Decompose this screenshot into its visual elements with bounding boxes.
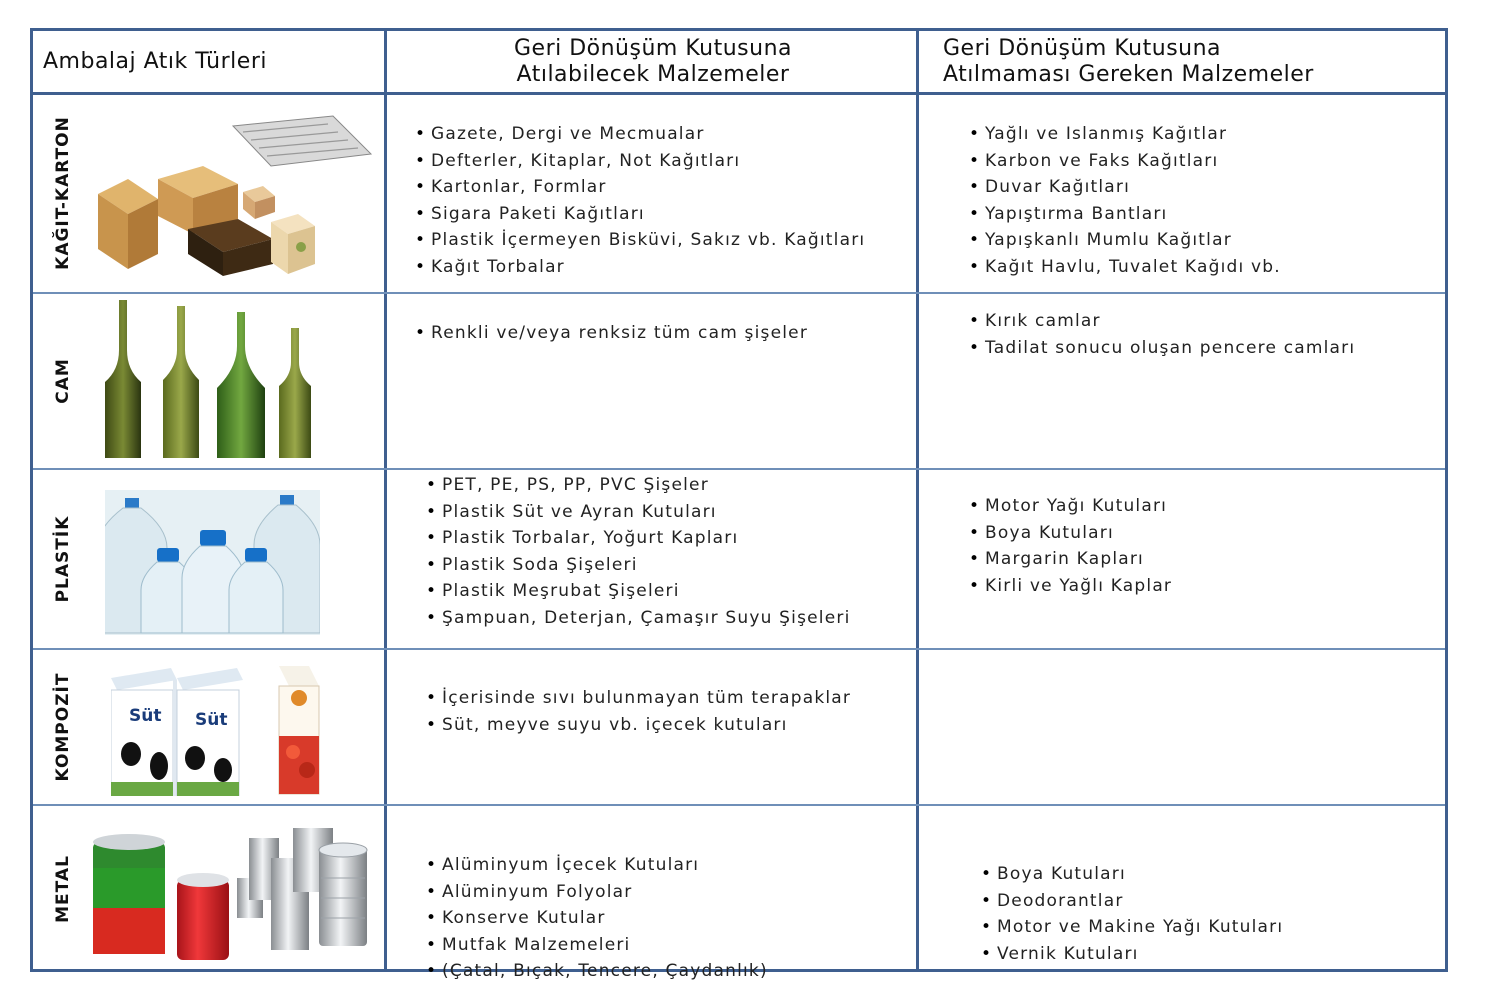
carton-label: Süt	[195, 710, 228, 730]
plastic-bottles-icon	[105, 490, 320, 635]
carton-label: Süt	[129, 706, 162, 726]
list-item: • Plastik Süt ve Ayran Kutuları	[426, 499, 851, 526]
list-item: • Kırık camlar	[969, 308, 1355, 335]
metal-cans-icon	[93, 828, 373, 964]
row-paper	[33, 94, 1445, 292]
list-item: • Motor Yağı Kutuları	[969, 493, 1172, 520]
list-item: • Gazete, Dergi ve Mecmualar	[415, 121, 865, 148]
list-item: • Vernik Kutuları	[981, 941, 1283, 968]
row-plastic	[33, 470, 1445, 648]
allowed-list	[426, 852, 768, 985]
list-item: • Boya Kutuları	[969, 520, 1172, 547]
allowed-list	[415, 320, 808, 347]
category-label: KAĞIT-KARTON	[53, 116, 73, 270]
recycling-table	[30, 28, 1448, 982]
list-item: • Kirli ve Yağlı Kaplar	[969, 573, 1172, 600]
not-allowed-list	[969, 493, 1172, 599]
allowed-list	[415, 121, 865, 281]
list-item: • Tadilat sonucu oluşan pencere camları	[969, 335, 1355, 362]
header-allowed-line2: Atılabilecek Malzemeler	[516, 62, 790, 87]
list-item: • Plastik Torbalar, Yoğurt Kapları	[426, 525, 851, 552]
cardboard-boxes-icon	[93, 104, 373, 284]
list-item: • Mutfak Malzemeleri	[426, 932, 768, 959]
allowed-list	[426, 685, 851, 738]
list-item: • Alüminyum İçecek Kutuları	[426, 852, 768, 879]
category-label: KOMPOZİT	[53, 672, 73, 782]
header-not-allowed-line2: Atılmaması Gereken Malzemeler	[943, 62, 1314, 87]
list-item: • Yapıştırma Bantları	[969, 201, 1281, 228]
row-metal	[33, 806, 1445, 982]
list-item: • PET, PE, PS, PP, PVC Şişeler	[426, 472, 851, 499]
not-allowed-list	[969, 308, 1355, 361]
list-item: • Alüminyum Folyolar	[426, 879, 768, 906]
allowed-list	[426, 472, 851, 632]
list-item: • Deodorantlar	[981, 888, 1283, 915]
list-item: • Duvar Kağıtları	[969, 174, 1281, 201]
milk-cartons-icon	[111, 666, 326, 796]
header-not-allowed	[943, 31, 1443, 93]
list-item: • Kağıt Torbalar	[415, 254, 865, 281]
list-item: • Plastik Meşrubat Şişeleri	[426, 578, 851, 605]
not-allowed-list	[981, 861, 1283, 967]
list-item: • Plastik Soda Şişeleri	[426, 552, 851, 579]
list-item: • Plastik İçermeyen Bisküvi, Sakız vb. Kağıtları	[415, 227, 865, 254]
header-not-allowed-line1: Geri Dönüşüm Kutusuna	[943, 36, 1222, 61]
list-item: • Margarin Kapları	[969, 546, 1172, 573]
not-allowed-list	[969, 121, 1281, 281]
list-item: • Sigara Paketi Kağıtları	[415, 201, 865, 228]
list-item: • (Çatal, Bıçak, Tencere, Çaydanlık)	[426, 958, 768, 985]
list-item: • İçerisinde sıvı bulunmayan tüm terapaklar	[426, 685, 851, 712]
glass-bottles-icon	[93, 298, 333, 464]
list-item: • Konserve Kutular	[426, 905, 768, 932]
list-item: • Yağlı ve Islanmış Kağıtlar	[969, 121, 1281, 148]
list-item: • Defterler, Kitaplar, Not Kağıtları	[415, 148, 865, 175]
list-item: • Motor ve Makine Yağı Kutuları	[981, 914, 1283, 941]
category-label: CAM	[53, 358, 73, 404]
category-label: METAL	[53, 855, 73, 923]
list-item: • Renkli ve/veya renksiz tüm cam şişeler	[415, 320, 808, 347]
list-item: • Boya Kutuları	[981, 861, 1283, 888]
header-allowed	[388, 31, 918, 93]
list-item: • Karbon ve Faks Kağıtları	[969, 148, 1281, 175]
list-item: • Şampuan, Deterjan, Çamaşır Suyu Şişeleri	[426, 605, 851, 632]
list-item: • Süt, meyve suyu vb. içecek kutuları	[426, 712, 851, 739]
header-waste-types: Ambalaj Atık Türleri	[43, 49, 267, 74]
list-item: • Yapışkanlı Mumlu Kağıtlar	[969, 227, 1281, 254]
header-allowed-line1: Geri Dönüşüm Kutusuna	[513, 36, 793, 61]
row-glass	[33, 294, 1445, 468]
category-label: PLASTİK	[53, 515, 73, 603]
list-item: • Kağıt Havlu, Tuvalet Kağıdı vb.	[969, 254, 1281, 281]
row-composite	[33, 650, 1445, 804]
list-item: • Kartonlar, Formlar	[415, 174, 865, 201]
